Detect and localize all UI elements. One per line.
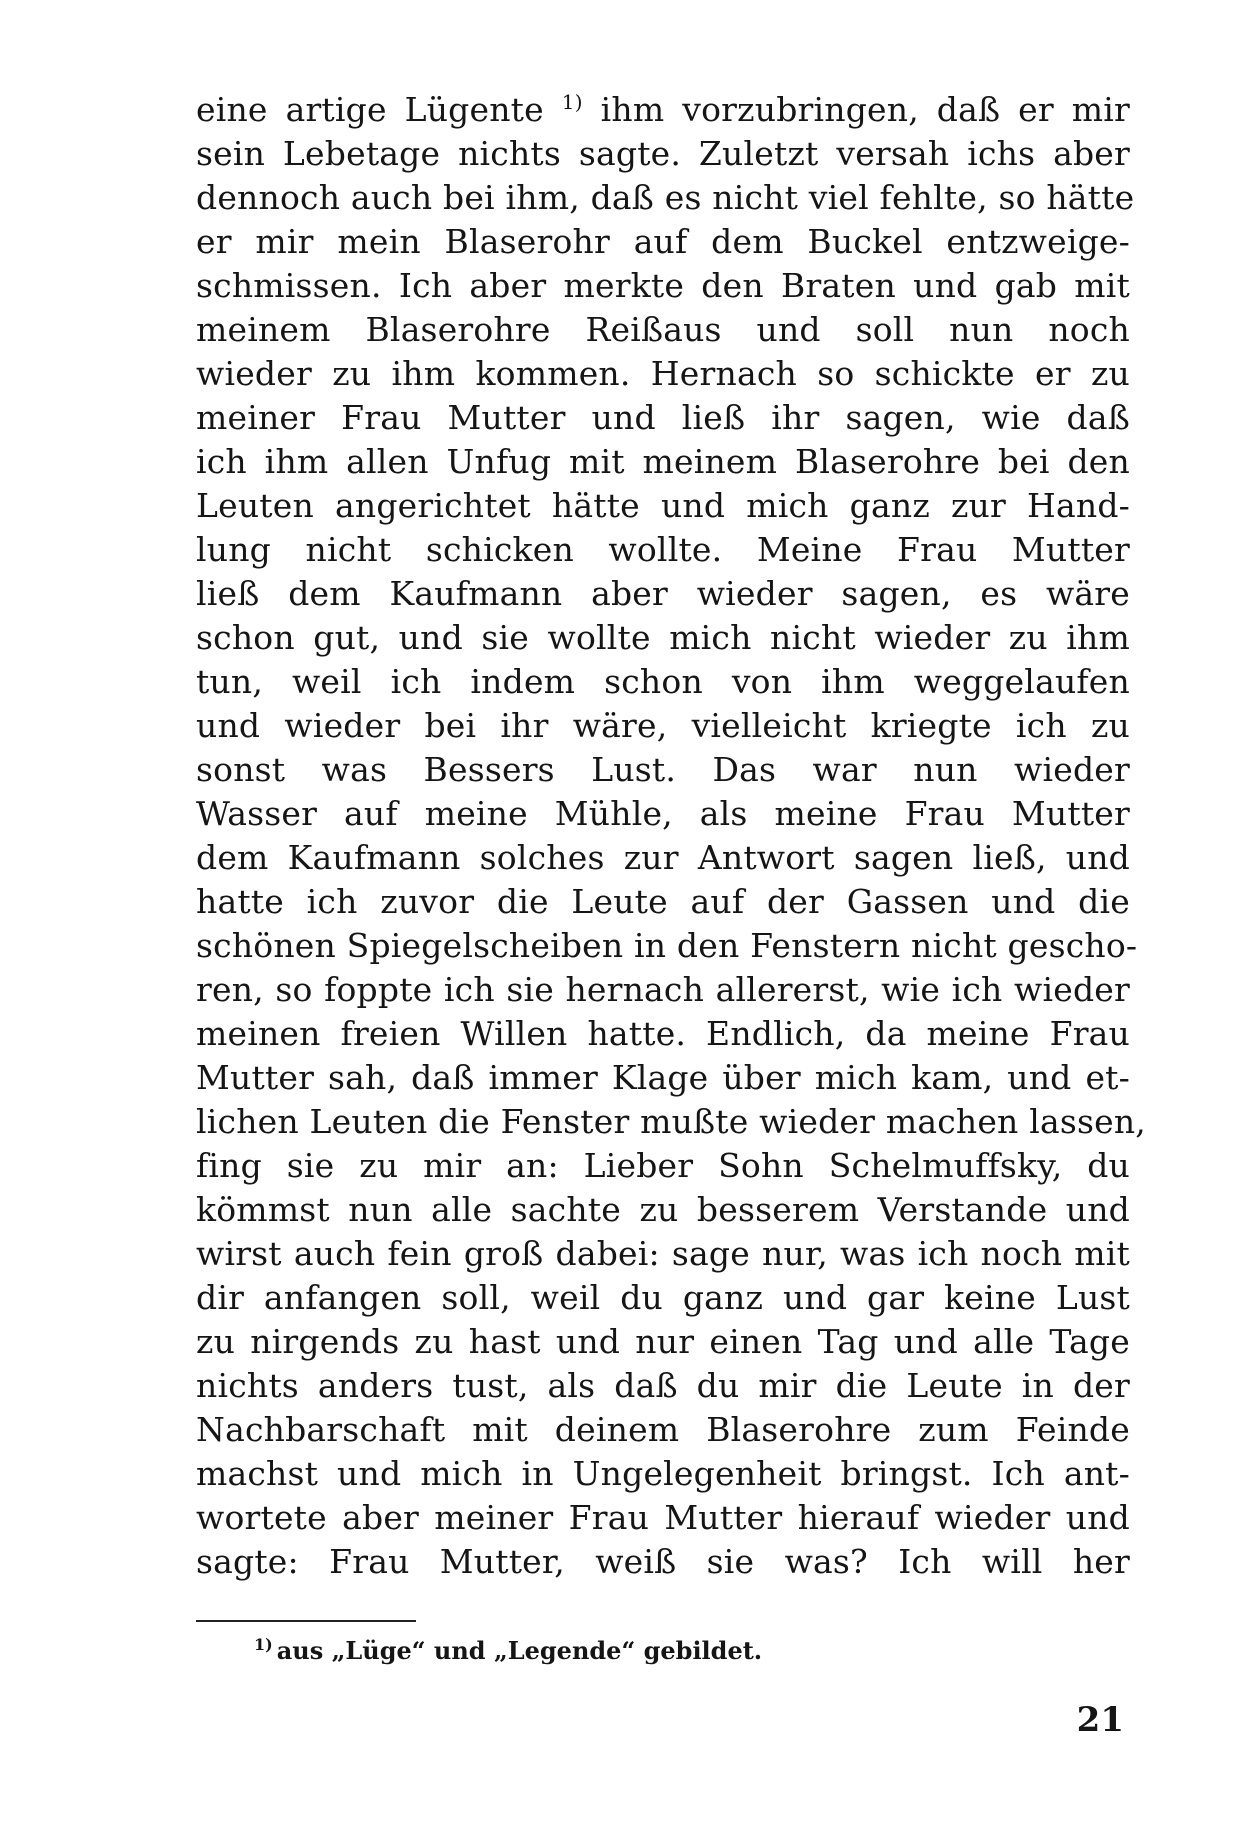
text-line-1-end: ihm vorzubringen, daß er mir <box>600 90 1130 129</box>
text-line-5: schmissen. Ich aber merkte den Braten und gab mit <box>196 266 1130 305</box>
text-line-24: lichen Leuten die Fenster mußte wieder machen lassen, <box>196 1102 1146 1141</box>
footnote-text: aus „Lüge“ und „Legende“ gebildet. <box>276 1636 763 1665</box>
text-line-26: kömmst nun alle sachte zu besserem Verstande und <box>196 1190 1130 1229</box>
text-line-8: meiner Frau Mutter und ließ ihr sagen, wie daß <box>196 398 1130 437</box>
page-number: 21 <box>1076 1700 1124 1740</box>
text-line-22: meinen freien Willen hatte. Endlich, da meine Frau <box>196 1014 1130 1053</box>
text-line-13: schon gut, und sie wollte mich nicht wieder zu ihm <box>196 618 1130 657</box>
body-text <box>196 88 1146 1584</box>
text-line-25: fing sie zu mir an: Lieber Sohn Schelmuffsky, du <box>196 1146 1130 1185</box>
text-line-28: dir anfangen soll, weil du ganz und gar keine Lust <box>196 1278 1130 1317</box>
text-line-3: dennoch auch bei ihm, daß es nicht viel fehlte, so hätte <box>196 178 1135 217</box>
text-line-23: Mutter sah, daß immer Klage über mich kam, und et- <box>196 1058 1130 1097</box>
text-line-30: nichts anders tust, als daß du mir die Leute in der <box>196 1366 1130 1405</box>
text-line-6: meinem Blaserohre Reißaus und soll nun noch <box>196 310 1130 349</box>
text-line-1-start: eine artige Lügente <box>196 90 544 129</box>
text-line-16: sonst was Bessers Lust. Das war nun wieder <box>196 750 1130 789</box>
text-line-14: tun, weil ich indem schon von ihm weggelaufen <box>196 662 1130 701</box>
text-line-29: zu nirgends zu hast und nur einen Tag und alle Tage <box>196 1322 1130 1361</box>
text-line-20: schönen Spiegelscheiben in den Fenstern nicht gescho- <box>196 926 1138 965</box>
text-line-33: wortete aber meiner Frau Mutter hierauf wieder und <box>196 1498 1130 1537</box>
text-line-12: ließ dem Kaufmann aber wieder sagen, es wäre <box>196 574 1130 613</box>
text-line-1 <box>196 88 1130 132</box>
text-line-15: und wieder bei ihr wäre, vielleicht kriegte ich zu <box>196 706 1130 745</box>
text-line-10: Leuten angerichtet hätte und mich ganz zur Hand- <box>196 486 1130 525</box>
text-line-17: Wasser auf meine Mühle, als meine Frau Mutter <box>196 794 1130 833</box>
footnote <box>254 1636 762 1666</box>
footnote-reference: 1) <box>561 90 583 114</box>
text-line-31: Nachbarschaft mit deinem Blaserohre zum Feinde <box>196 1410 1130 1449</box>
text-line-27: wirst auch fein groß dabei: sage nur, was ich noch mit <box>196 1234 1130 1273</box>
text-line-19: hatte ich zuvor die Leute auf der Gassen und die <box>196 882 1130 921</box>
text-line-18: dem Kaufmann solches zur Antwort sagen ließ, und <box>196 838 1130 877</box>
book-page <box>196 88 1146 1788</box>
text-line-34: sagte: Frau Mutter, weiß sie was? Ich will her <box>196 1542 1130 1581</box>
text-line-21: ren, so foppte ich sie hernach allererst, wie ich wieder <box>196 970 1130 1009</box>
text-line-4: er mir mein Blaserohr auf dem Buckel entzweige- <box>196 222 1130 261</box>
text-line-11: lung nicht schicken wollte. Meine Frau Mutter <box>196 530 1130 569</box>
text-line-7: wieder zu ihm kommen. Hernach so schickte er zu <box>196 354 1130 393</box>
text-line-32: machst und mich in Ungelegenheit bringst. Ich ant- <box>196 1454 1130 1493</box>
footnote-mark: 1) <box>254 1635 273 1654</box>
text-line-2: sein Lebetage nichts sagte. Zuletzt versah ichs aber <box>196 134 1130 173</box>
text-line-9: ich ihm allen Unfug mit meinem Blaserohre bei den <box>196 442 1130 481</box>
footnote-rule <box>196 1620 416 1622</box>
